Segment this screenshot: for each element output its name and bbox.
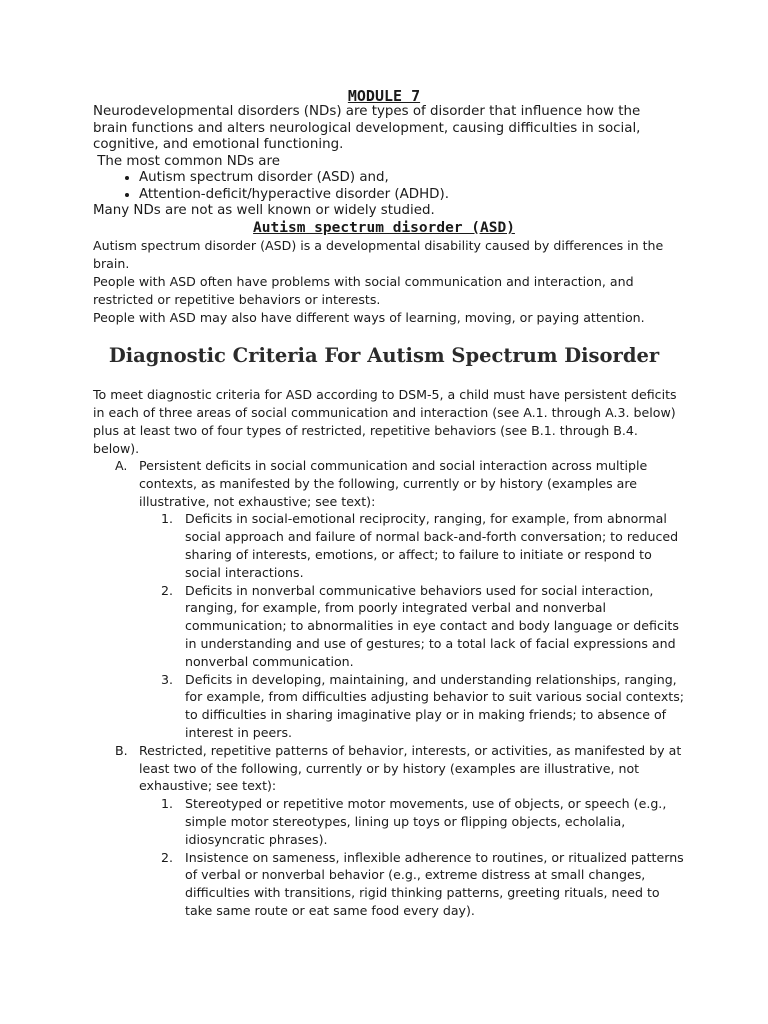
item-text: Deficits in developing, maintaining, and understanding relationships, ranging, for example, from difficulties adjusting behavior to suit various social contexts; to difficulties in sharing imaginative play or in making friends; to absence of interest in peers.	[185, 671, 685, 740]
asd-paragraph: People with ASD often have problems with social communication and interaction, and restricted or repetitive behaviors or interests.	[93, 274, 634, 307]
item-label: 1.	[161, 511, 174, 527]
nd-closing: Many NDs are not as well known or widely studied.	[93, 203, 435, 218]
list-item: • Attention-deficit/hyperactive disorder (ADHD).	[139, 187, 673, 204]
criterion-b-item-2	[93, 849, 685, 920]
criterion-a-item-3	[93, 671, 685, 742]
item-text: Deficits in social-emotional reciprocity, ranging, for example, from abnormal social approach and failure of normal back-and-forth conversation; to reduced sharing of interests, emotions, or affect; to failure to initiate or respond to social interactions.	[185, 511, 679, 580]
item-text: Deficits in nonverbal communicative behaviors used for social interaction, ranging, for example, from poorly integrated verbal and nonverbal communication; to abnormalities in eye contact and body language or deficits in understanding and use of gestures; to a total lack of facial expressions and nonverbal communication.	[185, 582, 679, 669]
criterion-text: Persistent deficits in social communication and social interaction across multiple contexts, as manifested by the following, currently or by history (examples are illustrative, not exhaustive; see text):	[139, 458, 648, 509]
criterion-label: A.	[115, 458, 128, 473]
item-label: 2.	[161, 849, 174, 865]
nd-definition: Neurodevelopmental disorders (NDs) are types of disorder that influence how the brain functions and alters neurological development, causing difficulties in social, cognitive, and emotional functioning.	[93, 104, 641, 152]
asd-paragraph: People with ASD may also have different ways of learning, moving, or paying attention.	[93, 310, 645, 325]
intro-section	[93, 104, 673, 220]
criterion-b-item-1	[93, 795, 685, 848]
asd-paragraph: Autism spectrum disorder (ASD) is a developmental disability caused by differences in the brain.	[93, 238, 664, 271]
criterion-a-item-2	[93, 582, 685, 671]
item-label: 2.	[161, 582, 174, 598]
module-title: MODULE 7	[347, 87, 421, 105]
diagnostic-title: Diagnostic Criteria For Autism Spectrum Disorder	[108, 344, 660, 367]
criterion-text: Restricted, repetitive patterns of behavior, interests, or activities, as manifested by at least two of the following, currently or by history (examples are illustrative, not exhaustive; see text):	[139, 742, 682, 794]
item-text: Stereotyped or repetitive motor movements, use of objects, or speech (e.g., simple motor stereotypes, lining up toys or flipping objects, echolalia, idiosyncratic phrases).	[185, 796, 667, 847]
item-text: Insistence on sameness, inflexible adherence to routines, or ritualized patterns of verbal or nonverbal behavior (e.g., extreme distress at small changes, difficulties with transitions, rigid thinking patterns, greeting rituals, need to take same route or eat same food every day).	[185, 849, 684, 918]
criterion-b	[93, 742, 685, 795]
criteria-list	[93, 457, 685, 920]
item-label: 3.	[161, 671, 174, 687]
criterion-a-item-1	[93, 510, 685, 581]
criterion-a	[93, 457, 685, 510]
list-item: • Autism spectrum disorder (ASD) and,	[139, 170, 673, 187]
common-nds-lead: The most common NDs are	[93, 153, 280, 169]
asd-heading: Autism spectrum disorder (ASD)	[253, 220, 515, 236]
common-nds-list	[93, 170, 673, 203]
asd-section	[93, 237, 673, 327]
item-label: 1.	[161, 796, 174, 812]
criterion-label: B.	[115, 742, 128, 758]
diagnostic-intro: To meet diagnostic criteria for ASD according to DSM-5, a child must have persistent deficits in each of three areas of social communication and interaction (see A.1. through A.3. below) plus at least two of four types of restricted, repetitive behaviors (see B.1. through B.4. below).	[93, 387, 677, 456]
